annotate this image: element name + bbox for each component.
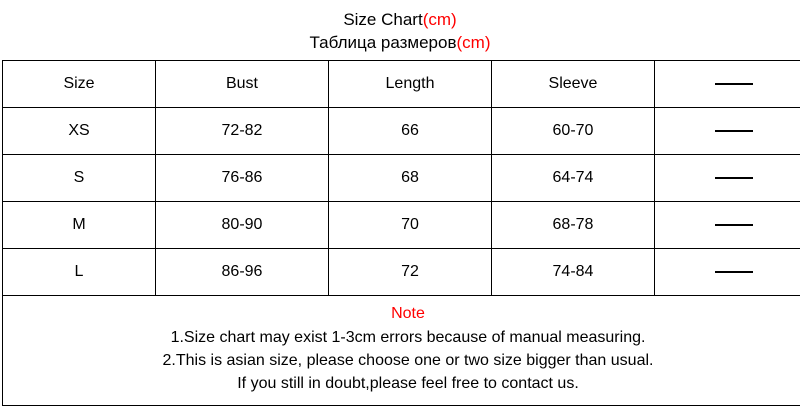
title-line-english — [0, 8, 800, 31]
table-row — [3, 202, 800, 249]
cell-sleeve: 60-70 — [492, 108, 655, 155]
dash-icon — [715, 224, 753, 226]
note-line-1: 1.Size chart may exist 1-3cm errors because of manual measuring. — [170, 329, 646, 346]
header-cell-extra — [655, 61, 800, 108]
chart-title-block — [0, 0, 800, 54]
cell-length: 70 — [329, 202, 492, 249]
table-row — [3, 249, 800, 296]
title-line-russian — [0, 31, 800, 54]
header-cell-bust: Bust — [156, 61, 329, 108]
cell-extra — [655, 249, 800, 296]
title-english-text: Size Chart — [343, 10, 423, 29]
title-russian-unit: (cm) — [456, 33, 491, 52]
dash-icon — [715, 83, 753, 85]
dash-icon — [715, 271, 753, 273]
cell-length: 68 — [329, 155, 492, 202]
size-table — [2, 60, 800, 406]
header-cell-length: Length — [329, 61, 492, 108]
dash-icon — [715, 177, 753, 179]
table-row — [3, 108, 800, 155]
note-title: Note — [391, 305, 425, 322]
cell-bust: 72-82 — [156, 108, 329, 155]
cell-bust: 80-90 — [156, 202, 329, 249]
header-cell-sleeve: Sleeve — [492, 61, 655, 108]
title-russian-text: Таблица размеров — [309, 33, 457, 52]
cell-length: 66 — [329, 108, 492, 155]
cell-size: S — [3, 155, 156, 202]
note-line-3: If you still in doubt,please feel free to contact us. — [237, 375, 579, 392]
note-section — [3, 296, 800, 406]
note-row — [3, 296, 800, 406]
dash-icon — [715, 130, 753, 132]
header-cell-size: Size — [3, 61, 156, 108]
cell-size: XS — [3, 108, 156, 155]
cell-extra — [655, 202, 800, 249]
cell-size: L — [3, 249, 156, 296]
size-table-wrapper — [0, 60, 800, 406]
cell-bust: 86-96 — [156, 249, 329, 296]
cell-extra — [655, 108, 800, 155]
cell-length: 72 — [329, 249, 492, 296]
table-header-row — [3, 61, 800, 108]
cell-extra — [655, 155, 800, 202]
cell-bust: 76-86 — [156, 155, 329, 202]
title-english-unit: (cm) — [422, 10, 457, 29]
note-line-2: 2.This is asian size, please choose one or two size bigger than usual. — [162, 352, 654, 369]
cell-size: M — [3, 202, 156, 249]
cell-sleeve: 68-78 — [492, 202, 655, 249]
cell-sleeve: 74-84 — [492, 249, 655, 296]
cell-sleeve: 64-74 — [492, 155, 655, 202]
table-row — [3, 155, 800, 202]
